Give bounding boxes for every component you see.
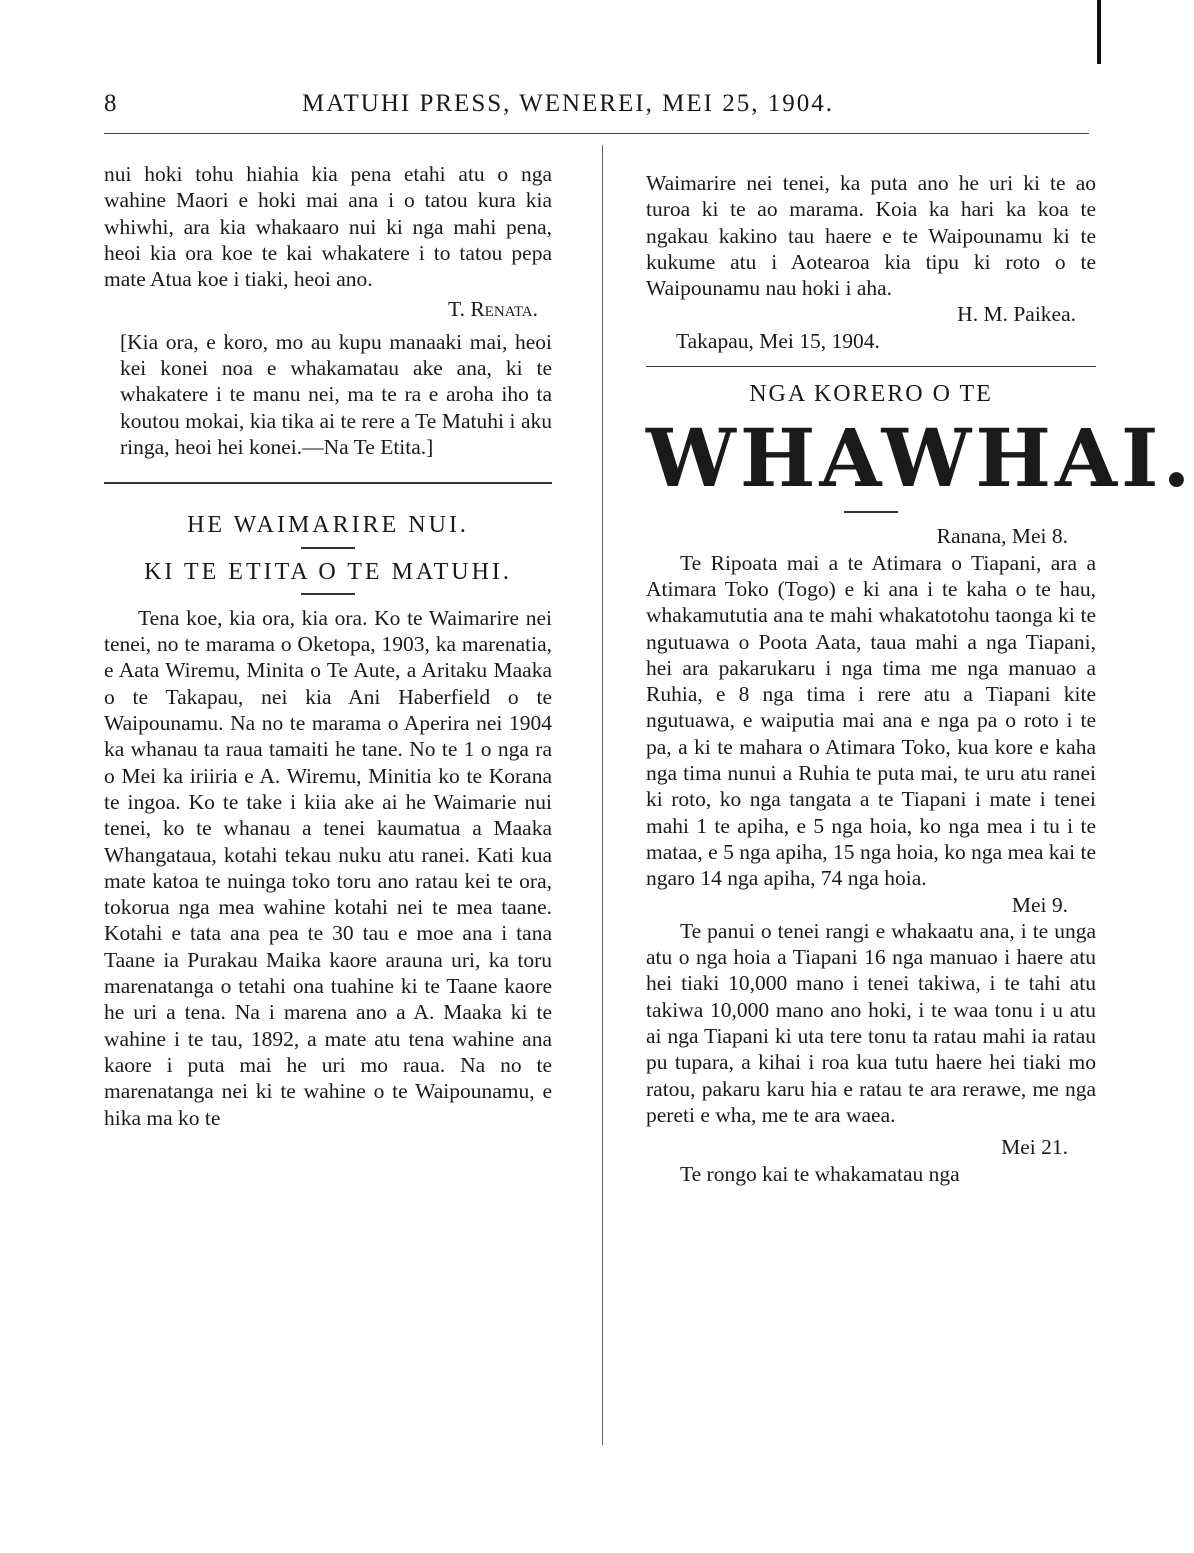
news-paragraph-3: Te rongo kai te whakamatau nga xyxy=(680,1161,960,1186)
section-rule xyxy=(646,366,1096,367)
short-rule xyxy=(301,547,355,549)
header-rule xyxy=(104,133,1089,134)
short-rule xyxy=(301,593,355,595)
news-heading: NGA KORERO O TE xyxy=(749,381,993,408)
signature-paikea: H. M. Paikea. xyxy=(957,302,1076,327)
dateline-mei-21: Mei 21. xyxy=(1001,1135,1068,1160)
article-heading: HE WAIMARIRE NUI. xyxy=(187,512,469,539)
column-divider xyxy=(602,145,603,1445)
page-edge-mark xyxy=(1097,0,1101,64)
article-body: Tena koe, kia ora, kia ora. Ko te Waimarire nei tenei, no te marama o Oketopa, 1903, ka marenatia, e Aata Wiremu, Minita o Te Aute, a Aritaku Maaka o te Takapau, nei kia Ani Haberfield o te Waipounamu. Na no te marama o Aperira nei 1904 ka whanau ta raua tamaiti he tane. No te 1 o nga ra o Mei ka iriiria e A. Wiremu, Minitia ko te Korana te ingoa. Ko te take i kiia ake ai he Waimarie nui tenei, ko te whanau a tenei kaumatua a Maaka Whangataua, kotahi tekau nuku atu ranei. Kati kua mate katoa te nuinga toko toru ano ratau kei te ora, tokorua nga mea wahine kotahi nei te mea taane. Kotahi e tata ana pea te 30 tau e moe ana i tana Taane ia Purakau Maika kaore arauna uri, ka toru marenatanga o tetahi ona tuahine ki te Taane kaore he uri a tena. Na i marena ano a A. Maaka ki te wahine i te tau, 1892, a mate atu tena wahine ana kaore i puta mai he uri mo raua. Na no te marenatanga nei ki te wahine o te Waipounamu, e hika ma ko te xyxy=(104,605,552,1130)
page-header xyxy=(0,86,1114,126)
dateline-mei-9: Mei 9. xyxy=(1011,892,1068,917)
dateline-ranana: Ranana, Mei 8. xyxy=(936,524,1068,549)
letter-ending: nui hoki tohu hiahia kia pena etahi atu o nga wahine Maori e hoki mai ana i o tatou kura kia whiwhi, ara kia whakaaro nui ki nga mahi pena, heoi kia ora koe te kai whakatere i to tatou pepa mate Atua koe i tiaki, heoi ano. xyxy=(104,162,552,292)
signature-renata: T. Renata. xyxy=(448,297,538,322)
article-subheading: KI TE ETITA O TE MATUHI. xyxy=(144,558,512,585)
right-column xyxy=(646,170,1194,1187)
place-date: Takapau, Mei 15, 1904. xyxy=(676,328,880,353)
news-title: WHAWHAI. xyxy=(646,411,1194,506)
page-number: 8 xyxy=(104,90,117,117)
editor-note: [Kia ora, e koro, mo au kupu manaaki mai, heoi kei konei noa e whakamatau ake ana, ki te whakatere i te manu nei, ma te ra e aroha iho ta koutou mokai, kia tika ai te rere a Te Matuhi i aku ringa, heoi hei konei.—Na Te Etita.] xyxy=(120,329,552,459)
news-paragraph-1: Te Ripoata mai a te Atimara o Tiapani, ara a Atimara Toko (Togo) e ki ana i te kaha o te hau, whakamututia ana te mahi whakatotohu taonga ki te ngutuawa o Poota Aata, taua mahi a nga Tiapani, hei ara pakarukaru i nga tima me nga manuao a Ruhia, e 8 nga tima i rere atu a Tiapani kite ngutuawa, e waiputia mai ana e nga pa o roto i te pa, a ki te mahara o Atimara Toko, kua kore e kaha nga tima nunui a Ruhia te puta mai, te uru atu ranei ki roto, ko nga tangata a te Tiapani i mate i tenei mahi 1 te apiha, e 5 nga hoia, ko nga mea i tu i te mataa, e 5 nga apiha, 15 nga hoia, ko nga mea kai te ngaro 14 nga apiha, 74 nga hoia. xyxy=(646,550,1096,891)
short-rule xyxy=(844,511,898,513)
letter-continuation: Waimarire nei tenei, ka puta ano he uri ki te ao turoa ki te ao marama. Koia ka hari ka koa te ngakau kakino tau haere e te Waipounamu ki te kukume atu i Aotearoa kia tipu ki roto o te Waipounamu nau hoki i aha. xyxy=(646,171,1096,301)
masthead: MATUHI PRESS, WENEREI, MEI 25, 1904. xyxy=(302,90,834,117)
section-rule xyxy=(104,482,552,484)
news-paragraph-2: Te panui o tenei rangi e whakaatu ana, i te unga atu o nga hoia a Tiapani 16 nga manuao i haere atu hei tiaki 10,000 mano i tenei takiwa, i te tahi atu takiwa 10,000 mano ano hoki, i te waa tonu i u atu ai nga Tiapani ki uta tere tonu ta ratau mahi ia ratau pu tupara, a kihai i roa kua tutu haere hei tiaki mo ratou, pakaru karu hia e ratau te ara rerawe, me nga pereti e wha, me te ara waea. xyxy=(646,918,1096,1127)
left-column xyxy=(104,161,552,1131)
